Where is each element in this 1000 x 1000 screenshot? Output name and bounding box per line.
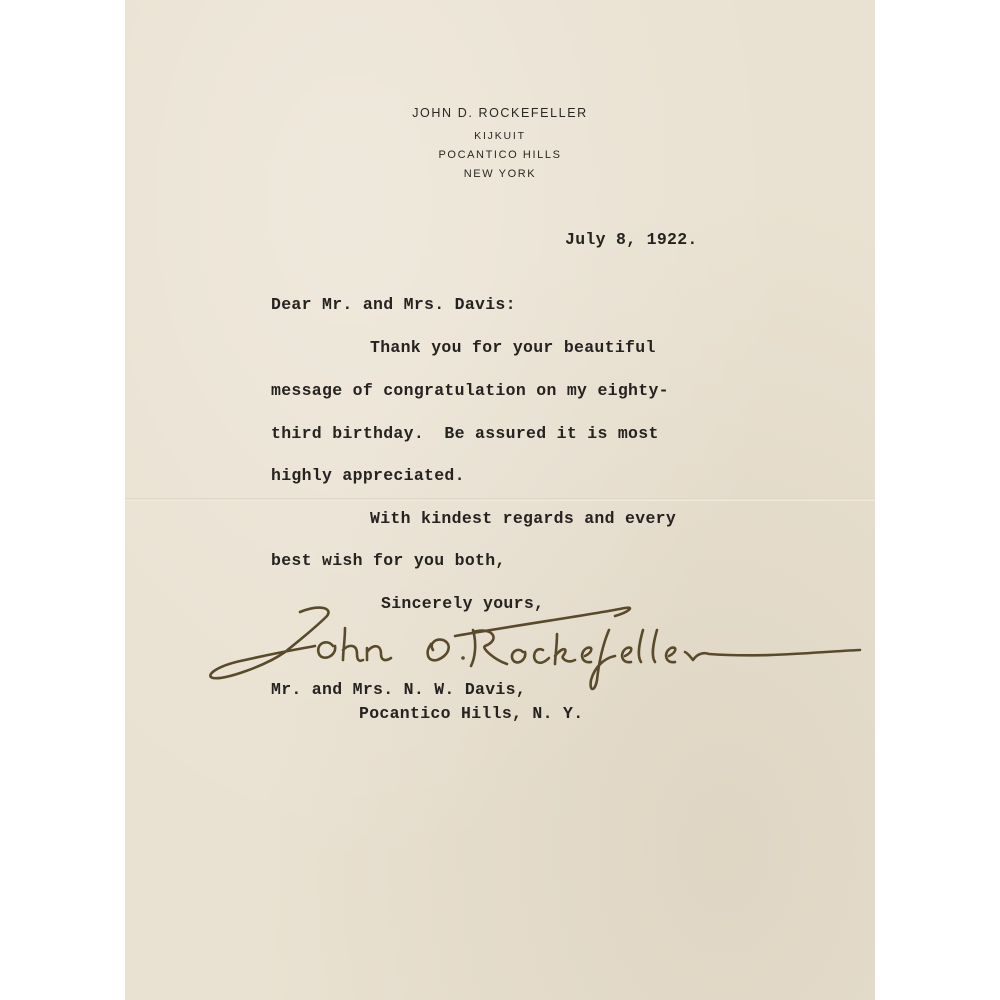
body-line: With kindest regards and every [370, 509, 677, 528]
body-line: message of congratulation on my eighty- [271, 381, 669, 400]
letterhead-state: NEW YORK [463, 168, 537, 180]
letter-closing: Sincerely yours, [381, 594, 545, 613]
letterhead-town: POCANTICO HILLS [438, 149, 562, 161]
letterhead-estate: KIJKUIT [474, 130, 526, 142]
letter-salutation: Dear Mr. and Mrs. Davis: [271, 295, 516, 314]
body-line: best wish for you both, [271, 551, 506, 570]
letter-date: July 8, 1922. [565, 230, 698, 249]
recipient-address: Pocantico Hills, N. Y. [359, 704, 584, 723]
body-line: Thank you for your beautiful [370, 338, 656, 357]
letter-paper [125, 0, 875, 1000]
recipient-name: Mr. and Mrs. N. W. Davis, [271, 680, 527, 699]
paper-fold-line [125, 498, 875, 501]
body-line: highly appreciated. [271, 466, 465, 485]
letterhead-name: JOHN D. ROCKEFELLER [412, 106, 588, 120]
body-line: third birthday. Be assured it is most [271, 424, 659, 443]
